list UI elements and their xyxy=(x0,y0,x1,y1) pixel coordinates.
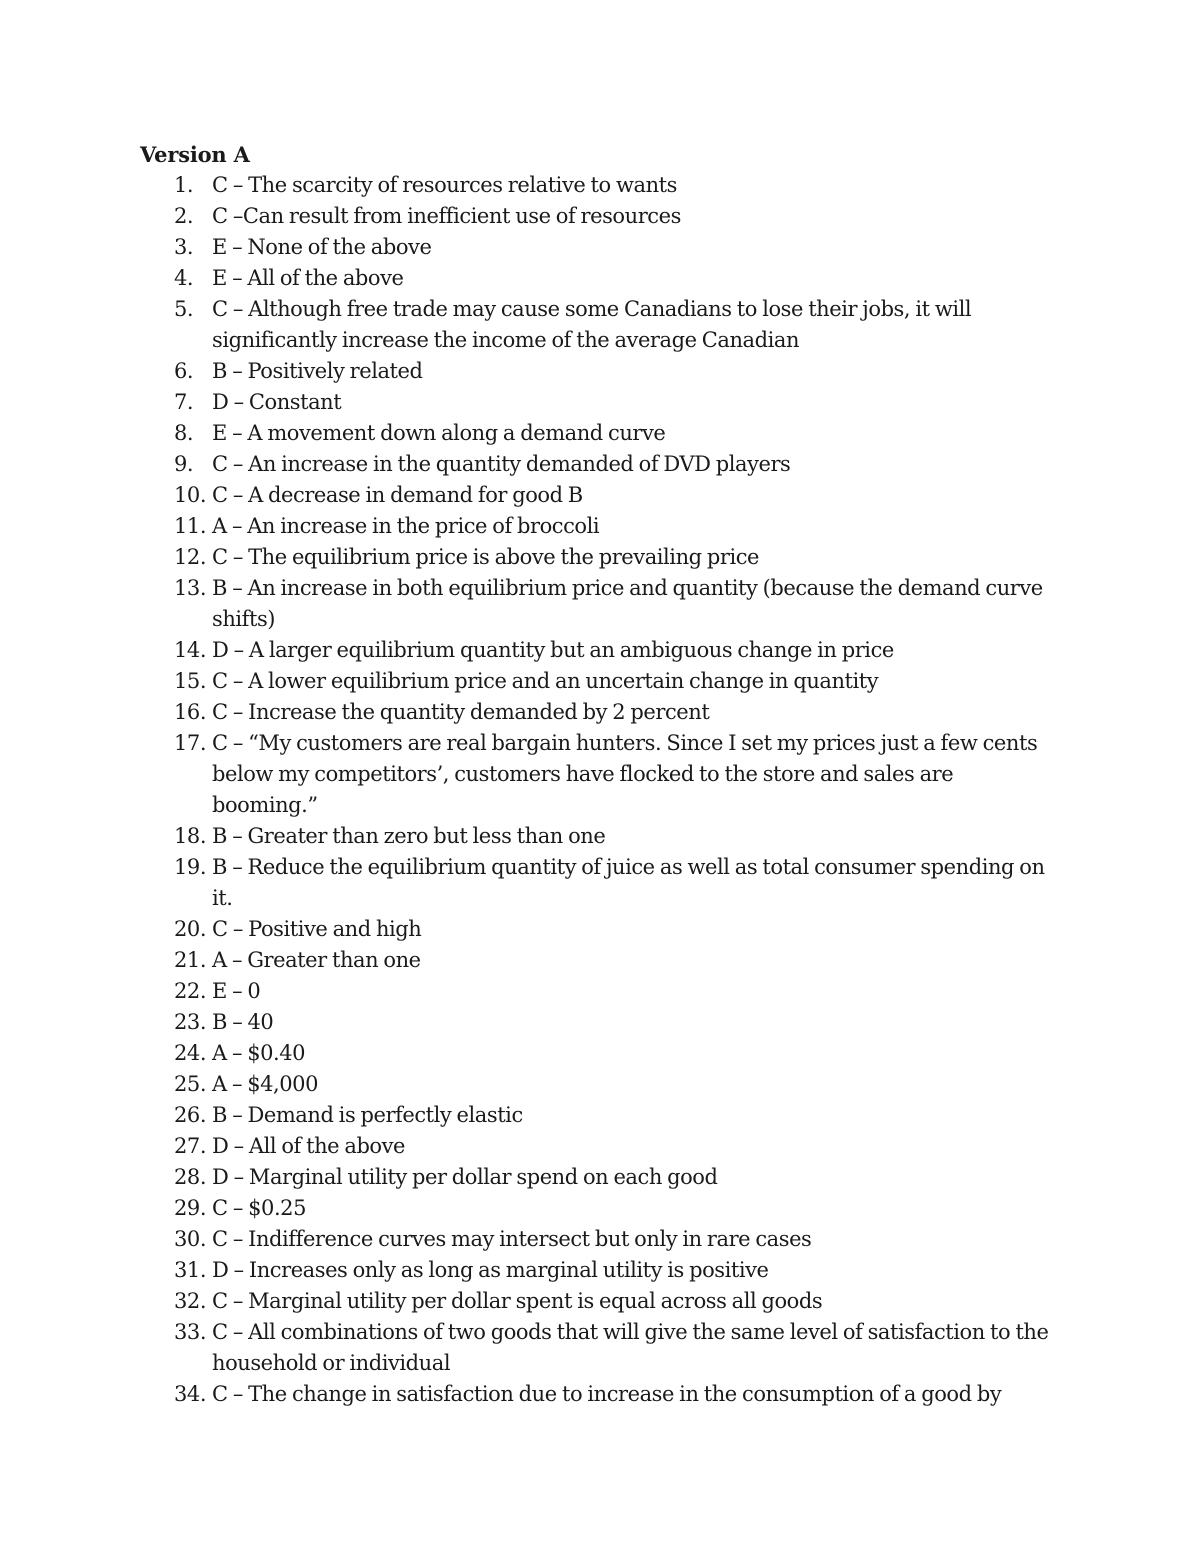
answer-number: 10. xyxy=(174,483,207,507)
answer-number: 34. xyxy=(174,1382,207,1406)
answer-text: B – Positively related xyxy=(212,359,423,383)
answer-text: B – An increase in both equilibrium price and quantity (because the demand curve shifts) xyxy=(212,576,1043,631)
answer-number: 15. xyxy=(174,669,207,693)
answer-number: 2. xyxy=(174,204,194,228)
answer-number: 25. xyxy=(174,1072,207,1096)
answer-number: 8. xyxy=(174,421,194,445)
answer-number: 7. xyxy=(174,390,194,414)
answer-text: C – “My customers are real bargain hunters. Since I set my prices just a few cents below my competitors’, customers have flocked to the store and sales are booming.” xyxy=(212,731,1038,817)
answer-item xyxy=(0,666,1062,697)
answer-text: A – $4,000 xyxy=(212,1072,318,1096)
answer-text: C – The change in satisfaction due to increase in the consumption of a good by xyxy=(212,1382,1002,1406)
answer-number: 30. xyxy=(174,1227,207,1251)
answer-text: A – An increase in the price of broccoli xyxy=(212,514,600,538)
answer-item xyxy=(0,1038,1062,1069)
answer-number: 11. xyxy=(174,514,207,538)
answer-number: 29. xyxy=(174,1196,207,1220)
answer-item xyxy=(0,1131,1062,1162)
answer-item xyxy=(0,1100,1062,1131)
answer-item xyxy=(0,201,1062,232)
answer-item xyxy=(0,232,1062,263)
answer-number: 16. xyxy=(174,700,207,724)
answer-number: 4. xyxy=(174,266,194,290)
answer-text: C – Although free trade may cause some Canadians to lose their jobs, it will significantly increase the income of the average Canadian xyxy=(212,297,972,352)
answer-number: 28. xyxy=(174,1165,207,1189)
answer-number: 17. xyxy=(174,731,207,755)
answer-number: 33. xyxy=(174,1320,207,1344)
answer-number: 22. xyxy=(174,979,207,1003)
answer-text: E – A movement down along a demand curve xyxy=(212,421,666,445)
answer-number: 3. xyxy=(174,235,194,259)
answer-number: 32. xyxy=(174,1289,207,1313)
answer-text: D – Constant xyxy=(212,390,342,414)
answer-text: C – All combinations of two goods that will give the same level of satisfaction to the household or individual xyxy=(212,1320,1049,1375)
answer-text: C – An increase in the quantity demanded of DVD players xyxy=(212,452,791,476)
answer-text: E – None of the above xyxy=(212,235,432,259)
answer-item xyxy=(0,294,1062,356)
answer-number: 13. xyxy=(174,576,207,600)
answer-list xyxy=(0,170,1200,1410)
answer-text: B – Greater than zero but less than one xyxy=(212,824,606,848)
answer-item xyxy=(0,1379,1062,1410)
answer-number: 23. xyxy=(174,1010,207,1034)
answer-text: D – A larger equilibrium quantity but an ambiguous change in price xyxy=(212,638,894,662)
answer-item xyxy=(0,945,1062,976)
answer-item xyxy=(0,821,1062,852)
answer-text: C – The scarcity of resources relative to wants xyxy=(212,173,677,197)
answer-item xyxy=(0,697,1062,728)
answer-item xyxy=(0,573,1062,635)
answer-number: 12. xyxy=(174,545,207,569)
answer-number: 5. xyxy=(174,297,194,321)
answer-item xyxy=(0,852,1062,914)
answer-number: 24. xyxy=(174,1041,207,1065)
answer-text: C – Increase the quantity demanded by 2 percent xyxy=(212,700,710,724)
answer-item xyxy=(0,1286,1062,1317)
answer-text: C – The equilibrium price is above the prevailing price xyxy=(212,545,760,569)
answer-text: D – Increases only as long as marginal utility is positive xyxy=(212,1258,769,1282)
answer-item xyxy=(0,418,1062,449)
answer-text: C – Indifference curves may intersect but only in rare cases xyxy=(212,1227,812,1251)
answer-item xyxy=(0,387,1062,418)
answer-item xyxy=(0,170,1062,201)
answer-item xyxy=(0,356,1062,387)
answer-text: C – Marginal utility per dollar spent is equal across all goods xyxy=(212,1289,823,1313)
answer-text: E – All of the above xyxy=(212,266,404,290)
answer-item xyxy=(0,542,1062,573)
answer-number: 1. xyxy=(174,173,194,197)
answer-text: C – $0.25 xyxy=(212,1196,306,1220)
answer-item xyxy=(0,1255,1062,1286)
answer-item xyxy=(0,1224,1062,1255)
answer-item xyxy=(0,263,1062,294)
answer-text: B – 40 xyxy=(212,1010,274,1034)
answer-number: 19. xyxy=(174,855,207,879)
answer-number: 18. xyxy=(174,824,207,848)
answer-item xyxy=(0,635,1062,666)
answer-text: A – Greater than one xyxy=(212,948,421,972)
answer-text: D – All of the above xyxy=(212,1134,406,1158)
answer-item xyxy=(0,976,1062,1007)
answer-item xyxy=(0,449,1062,480)
answer-item xyxy=(0,1317,1062,1379)
answer-number: 27. xyxy=(174,1134,207,1158)
answer-text: E – 0 xyxy=(212,979,261,1003)
answer-item xyxy=(0,480,1062,511)
answer-number: 6. xyxy=(174,359,194,383)
answer-number: 21. xyxy=(174,948,207,972)
answer-item xyxy=(0,728,1062,821)
answer-number: 26. xyxy=(174,1103,207,1127)
answer-text: A – $0.40 xyxy=(212,1041,306,1065)
answer-text: B – Demand is perfectly elastic xyxy=(212,1103,523,1127)
answer-text: B – Reduce the equilibrium quantity of juice as well as total consumer spending on it. xyxy=(212,855,1045,910)
answer-text: D – Marginal utility per dollar spend on each good xyxy=(212,1165,718,1189)
answer-item xyxy=(0,1193,1062,1224)
answer-number: 31. xyxy=(174,1258,207,1282)
answer-text: C – A lower equilibrium price and an uncertain change in quantity xyxy=(212,669,879,693)
version-heading: Version A xyxy=(140,142,250,167)
answer-number: 9. xyxy=(174,452,194,476)
answer-item xyxy=(0,914,1062,945)
answer-item xyxy=(0,1069,1062,1100)
answer-number: 14. xyxy=(174,638,207,662)
answer-text: C –Can result from inefficient use of resources xyxy=(212,204,681,228)
answer-text: C – A decrease in demand for good B xyxy=(212,483,583,507)
answer-number: 20. xyxy=(174,917,207,941)
answer-text: C – Positive and high xyxy=(212,917,422,941)
answer-item xyxy=(0,511,1062,542)
answer-item xyxy=(0,1007,1062,1038)
answer-item xyxy=(0,1162,1062,1193)
